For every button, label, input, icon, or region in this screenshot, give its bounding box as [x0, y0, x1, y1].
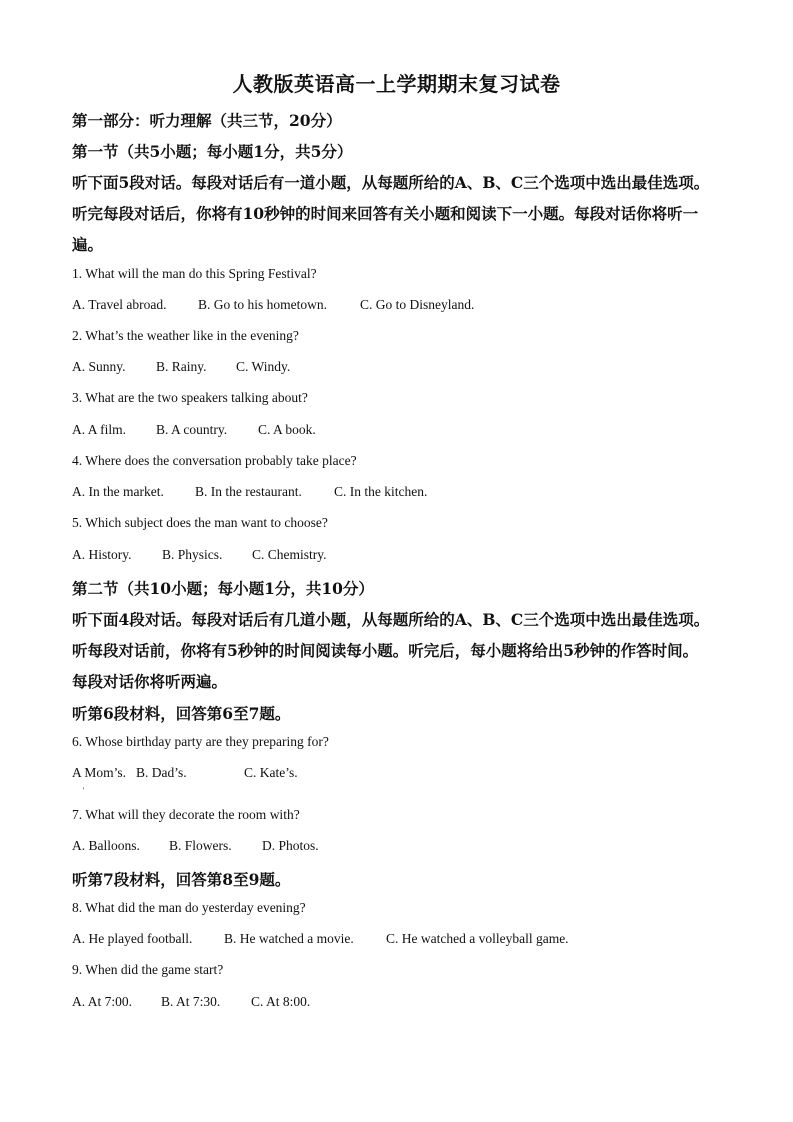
option-b: B. Go to his hometown.: [198, 297, 328, 312]
option-c: C. Kate’s.: [244, 765, 298, 780]
option-b: B. Dad’s.: [136, 765, 187, 780]
stray-mark: ': [83, 786, 85, 795]
question-9: 9. When did the game start?: [72, 962, 224, 977]
section1-instruction-1: 听下面5段对话。每段对话后有一道小题，从每题所给的A、B、C三个选项中选出最佳选项。: [72, 173, 710, 192]
part1-heading: 第一部分：听力理解（共三节，20分）: [72, 111, 342, 130]
question-7-options: [72, 838, 742, 854]
question-1: 1. What will the man do this Spring Festival?: [72, 266, 317, 281]
option-a: A. History.: [72, 547, 132, 562]
option-c: C. In the kitchen.: [334, 484, 428, 499]
question-5-options: [72, 547, 742, 563]
question-7: 7. What will they decorate the room with?: [72, 807, 300, 822]
section1-instruction-2: 听完每段对话后，你将有10秒钟的时间来回答有关小题和阅读下一小题。每段对话你将听一: [72, 204, 699, 223]
material-6-heading: 听第6段材料，回答第6至7题。: [72, 704, 291, 723]
section1-instruction-3: 遍。: [72, 235, 104, 254]
question-4: 4. Where does the conversation probably take place?: [72, 453, 357, 468]
option-a: A. In the market.: [72, 484, 164, 499]
option-c: C. Windy.: [236, 359, 291, 374]
material-7-heading: 听第7段材料，回答第8至9题。: [72, 870, 291, 889]
option-a: A Mom’s.: [72, 765, 127, 780]
question-3: 3. What are the two speakers talking about?: [72, 390, 308, 405]
option-a: A. Travel abroad.: [72, 297, 167, 312]
option-c: C. At 8:00.: [251, 994, 311, 1009]
question-6: 6. Whose birthday party are they preparing for?: [72, 734, 329, 749]
option-b: B. In the restaurant.: [195, 484, 302, 499]
option-a: A. He played football.: [72, 931, 193, 946]
section1-heading: 第一节（共5小题；每小题1分，共5分）: [72, 142, 353, 161]
option-d: D. Photos.: [262, 838, 319, 853]
option-b: B. He watched a movie.: [224, 931, 354, 946]
question-2-options: [72, 359, 742, 375]
option-b: B. Flowers.: [169, 838, 232, 853]
question-3-options: [72, 422, 742, 438]
page-title: 人教版英语高一上学期期末复习试卷: [232, 72, 561, 96]
option-b: B. At 7:30.: [161, 994, 221, 1009]
section2-instruction-2: 听每段对话前，你将有5秒钟的时间阅读每小题。听完后，每小题将给出5秒钟的作答时间。: [72, 641, 699, 660]
option-c: C. Go to Disneyland.: [360, 297, 475, 312]
question-5: 5. Which subject does the man want to choose?: [72, 515, 328, 530]
question-4-options: [72, 484, 742, 500]
question-1-options: [72, 297, 742, 313]
question-8-options: [72, 931, 742, 947]
question-2: 2. What’s the weather like in the evening?: [72, 328, 299, 343]
question-6-options: [72, 765, 742, 781]
option-a: A. Sunny.: [72, 359, 126, 374]
option-a: A. Balloons.: [72, 838, 140, 853]
option-b: B. Physics.: [162, 547, 223, 562]
section2-instruction-3: 每段对话你将听两遍。: [72, 672, 228, 691]
option-c: C. A book.: [258, 422, 316, 437]
option-a: A. A film.: [72, 422, 127, 437]
section2-instruction-1: 听下面4段对话。每段对话后有几道小题，从每题所给的A、B、C三个选项中选出最佳选项。: [72, 610, 710, 629]
option-a: A. At 7:00.: [72, 994, 133, 1009]
question-9-options: [72, 994, 742, 1010]
option-c: C. Chemistry.: [252, 547, 327, 562]
section2-heading: 第二节（共10小题；每小题1分，共10分）: [72, 579, 374, 598]
option-b: B. Rainy.: [156, 359, 207, 374]
option-b: B. A country.: [156, 422, 228, 437]
option-c: C. He watched a volleyball game.: [386, 931, 569, 946]
question-8: 8. What did the man do yesterday evening?: [72, 900, 306, 915]
